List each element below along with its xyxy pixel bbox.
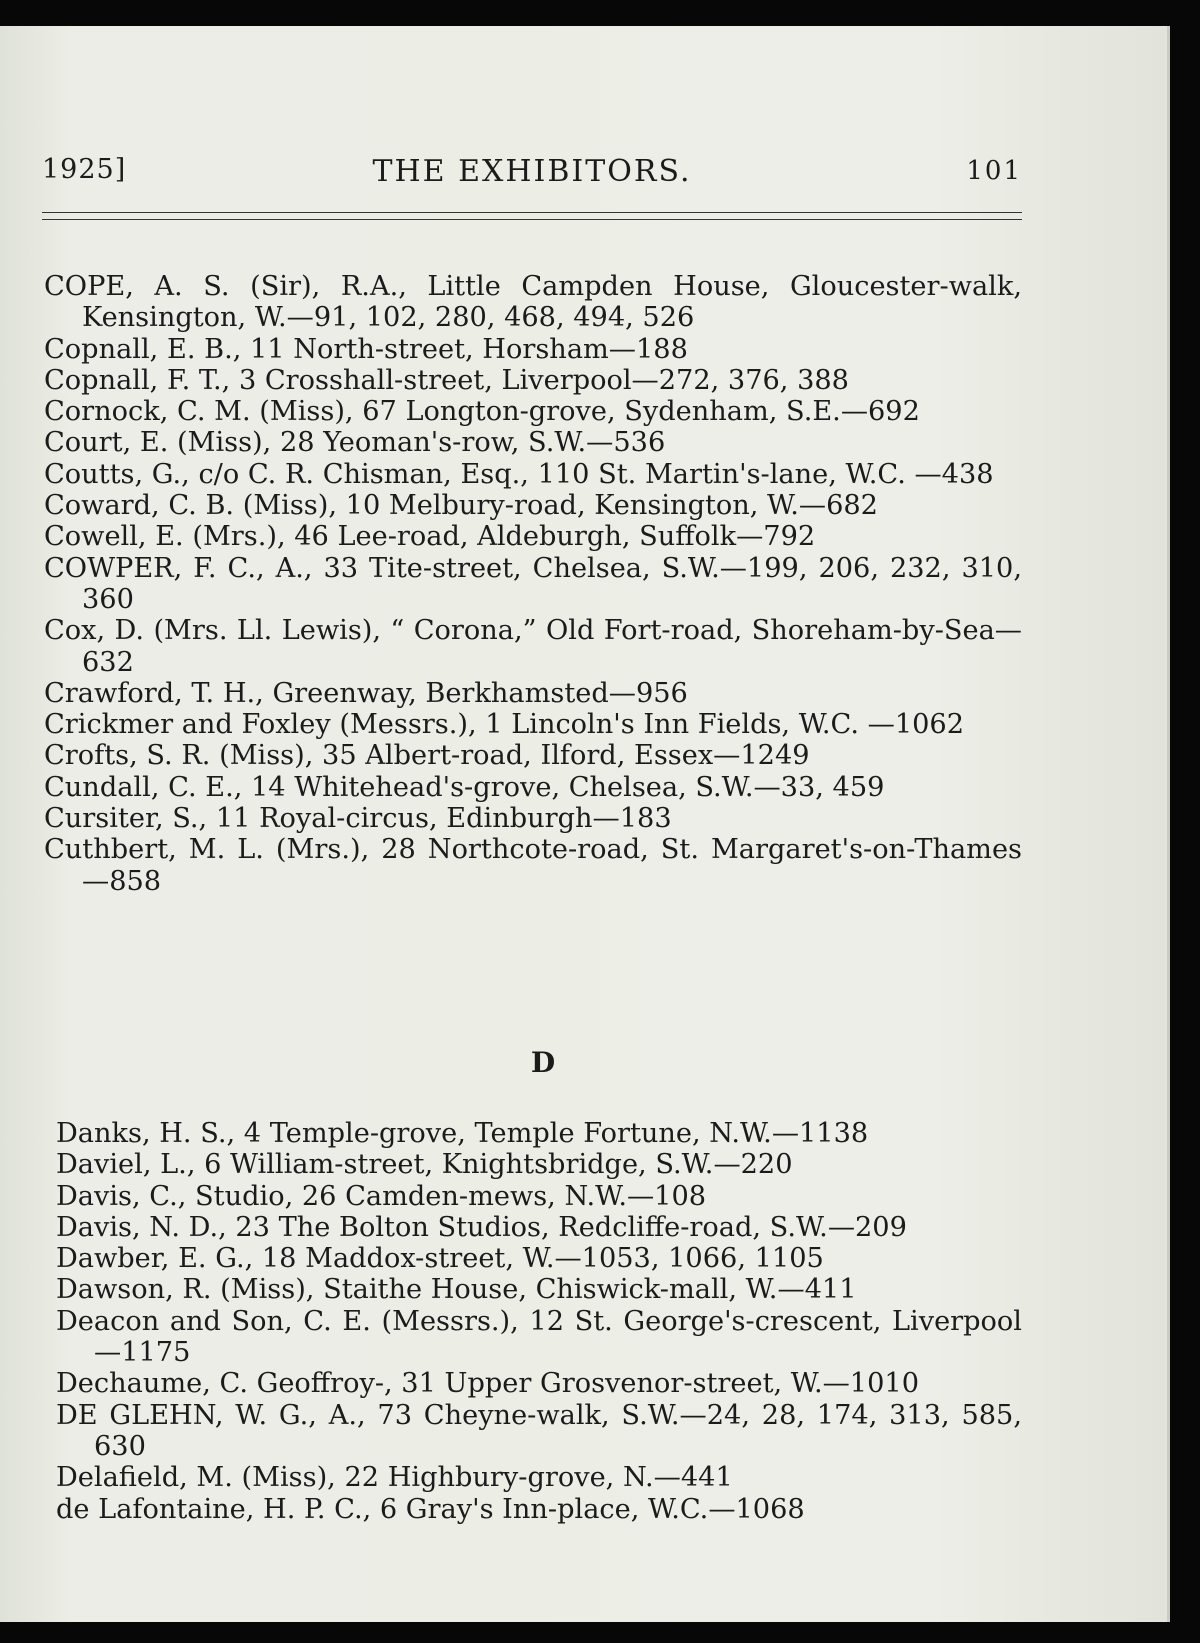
exhibitor-entry: Coutts, G., c/o C. R. Chisman, Esq., 110 St. Martin's-lane, W.C. —438 xyxy=(44,458,994,490)
exhibitor-entry: Cursiter, S., 11 Royal-circus, Edinburgh—183 xyxy=(44,803,672,835)
exhibitor-entry: de Lafontaine, H. P. C., 6 Gray's Inn-place, W.C.—1068 xyxy=(56,1493,805,1525)
exhibitor-entry: Danks, H. S., 4 Temple-grove, Temple Fortune, N.W.—1138 xyxy=(56,1118,869,1149)
section-heading-d: D xyxy=(530,1046,556,1079)
running-head xyxy=(42,154,1022,194)
exhibitor-entry: Davis, N. D., 23 The Bolton Studios, Redcliffe-road, S.W.—209 xyxy=(56,1211,907,1243)
exhibitor-list-d xyxy=(56,1118,1022,1525)
header-rule-bottom xyxy=(42,219,1022,220)
exhibitor-entry: Dawber, E. G., 18 Maddox-street, W.—1053, 1066, 1105 xyxy=(56,1243,824,1275)
exhibitor-entry: Dawson, R. (Miss), Staithe House, Chiswick-mall, W.—411 xyxy=(56,1274,857,1306)
exhibitor-entry: Crofts, S. R. (Miss), 35 Albert-road, Ilford, Essex—1249 xyxy=(44,740,810,772)
exhibitor-entry: Coward, C. B. (Miss), 10 Melbury-road, Kensington, W.—682 xyxy=(44,490,878,522)
exhibitor-entry: Copnall, E. B., 11 North-street, Horsham—188 xyxy=(44,333,688,365)
exhibitor-entry: Cox, D. (Mrs. Ll. Lewis), “ Corona,” Old Fort-road, Shoreham-by-Sea—632 xyxy=(44,615,1022,678)
exhibitor-entry: Copnall, F. T., 3 Crosshall-street, Liverpool—272, 376, 388 xyxy=(44,364,849,396)
page-title: THE EXHIBITORS. xyxy=(372,154,692,189)
exhibitor-entry: Cuthbert, M. L. (Mrs.), 28 Northcote-road, St. Margaret's-on-Thames—858 xyxy=(44,834,1022,897)
exhibitor-entry: Court, E. (Miss), 28 Yeoman's-row, S.W.—536 xyxy=(44,427,666,459)
exhibitor-list-c xyxy=(44,271,1022,897)
exhibitor-entry: Cowell, E. (Mrs.), 46 Lee-road, Aldeburgh, Suffolk—792 xyxy=(44,521,816,553)
exhibitor-entry: Daviel, L., 6 William-street, Knightsbridge, S.W.—220 xyxy=(56,1149,793,1181)
exhibitor-entry: Crawford, T. H., Greenway, Berkhamsted—956 xyxy=(44,677,688,709)
exhibitor-entry: Cundall, C. E., 14 Whitehead's-grove, Chelsea, S.W.—33, 459 xyxy=(44,771,885,803)
exhibitor-entry: Cornock, C. M. (Miss), 67 Longton-grove, Sydenham, S.E.—692 xyxy=(44,396,920,428)
exhibitor-entry: DE GLEHN, W. G., A., 73 Cheyne-walk, S.W.—24, 28, 174, 313, 585, 630 xyxy=(56,1399,1022,1462)
exhibitor-entry: COWPER, F. C., A., 33 Tite-street, Chelsea, S.W.—199, 206, 232, 310, 360 xyxy=(44,552,1022,615)
exhibitor-entry: Davis, C., Studio, 26 Camden-mews, N.W.—108 xyxy=(56,1180,707,1212)
header-rule-top xyxy=(42,212,1022,213)
exhibitor-entry: COPE, A. S. (Sir), R.A., Little Campden House, Gloucester-walk, Kensington, W.—91, 102, 280, 468, 494, 526 xyxy=(44,271,1022,334)
exhibitor-entry: Deacon and Son, C. E. (Messrs.), 12 St. George's-crescent, Liverpool—1175 xyxy=(56,1305,1022,1369)
exhibitor-entry: Crickmer and Foxley (Messrs.), 1 Lincoln's Inn Fields, W.C. —1062 xyxy=(44,709,965,741)
exhibitor-entry: Delafield, M. (Miss), 22 Highbury-grove, N.—441 xyxy=(56,1462,733,1494)
exhibitor-entry: Dechaume, C. Geoffroy-, 31 Upper Grosvenor-street, W.—1010 xyxy=(56,1368,920,1400)
page-number: 101 xyxy=(966,156,1022,186)
header-year: 1925] xyxy=(42,154,127,185)
book-page xyxy=(0,26,1170,1622)
